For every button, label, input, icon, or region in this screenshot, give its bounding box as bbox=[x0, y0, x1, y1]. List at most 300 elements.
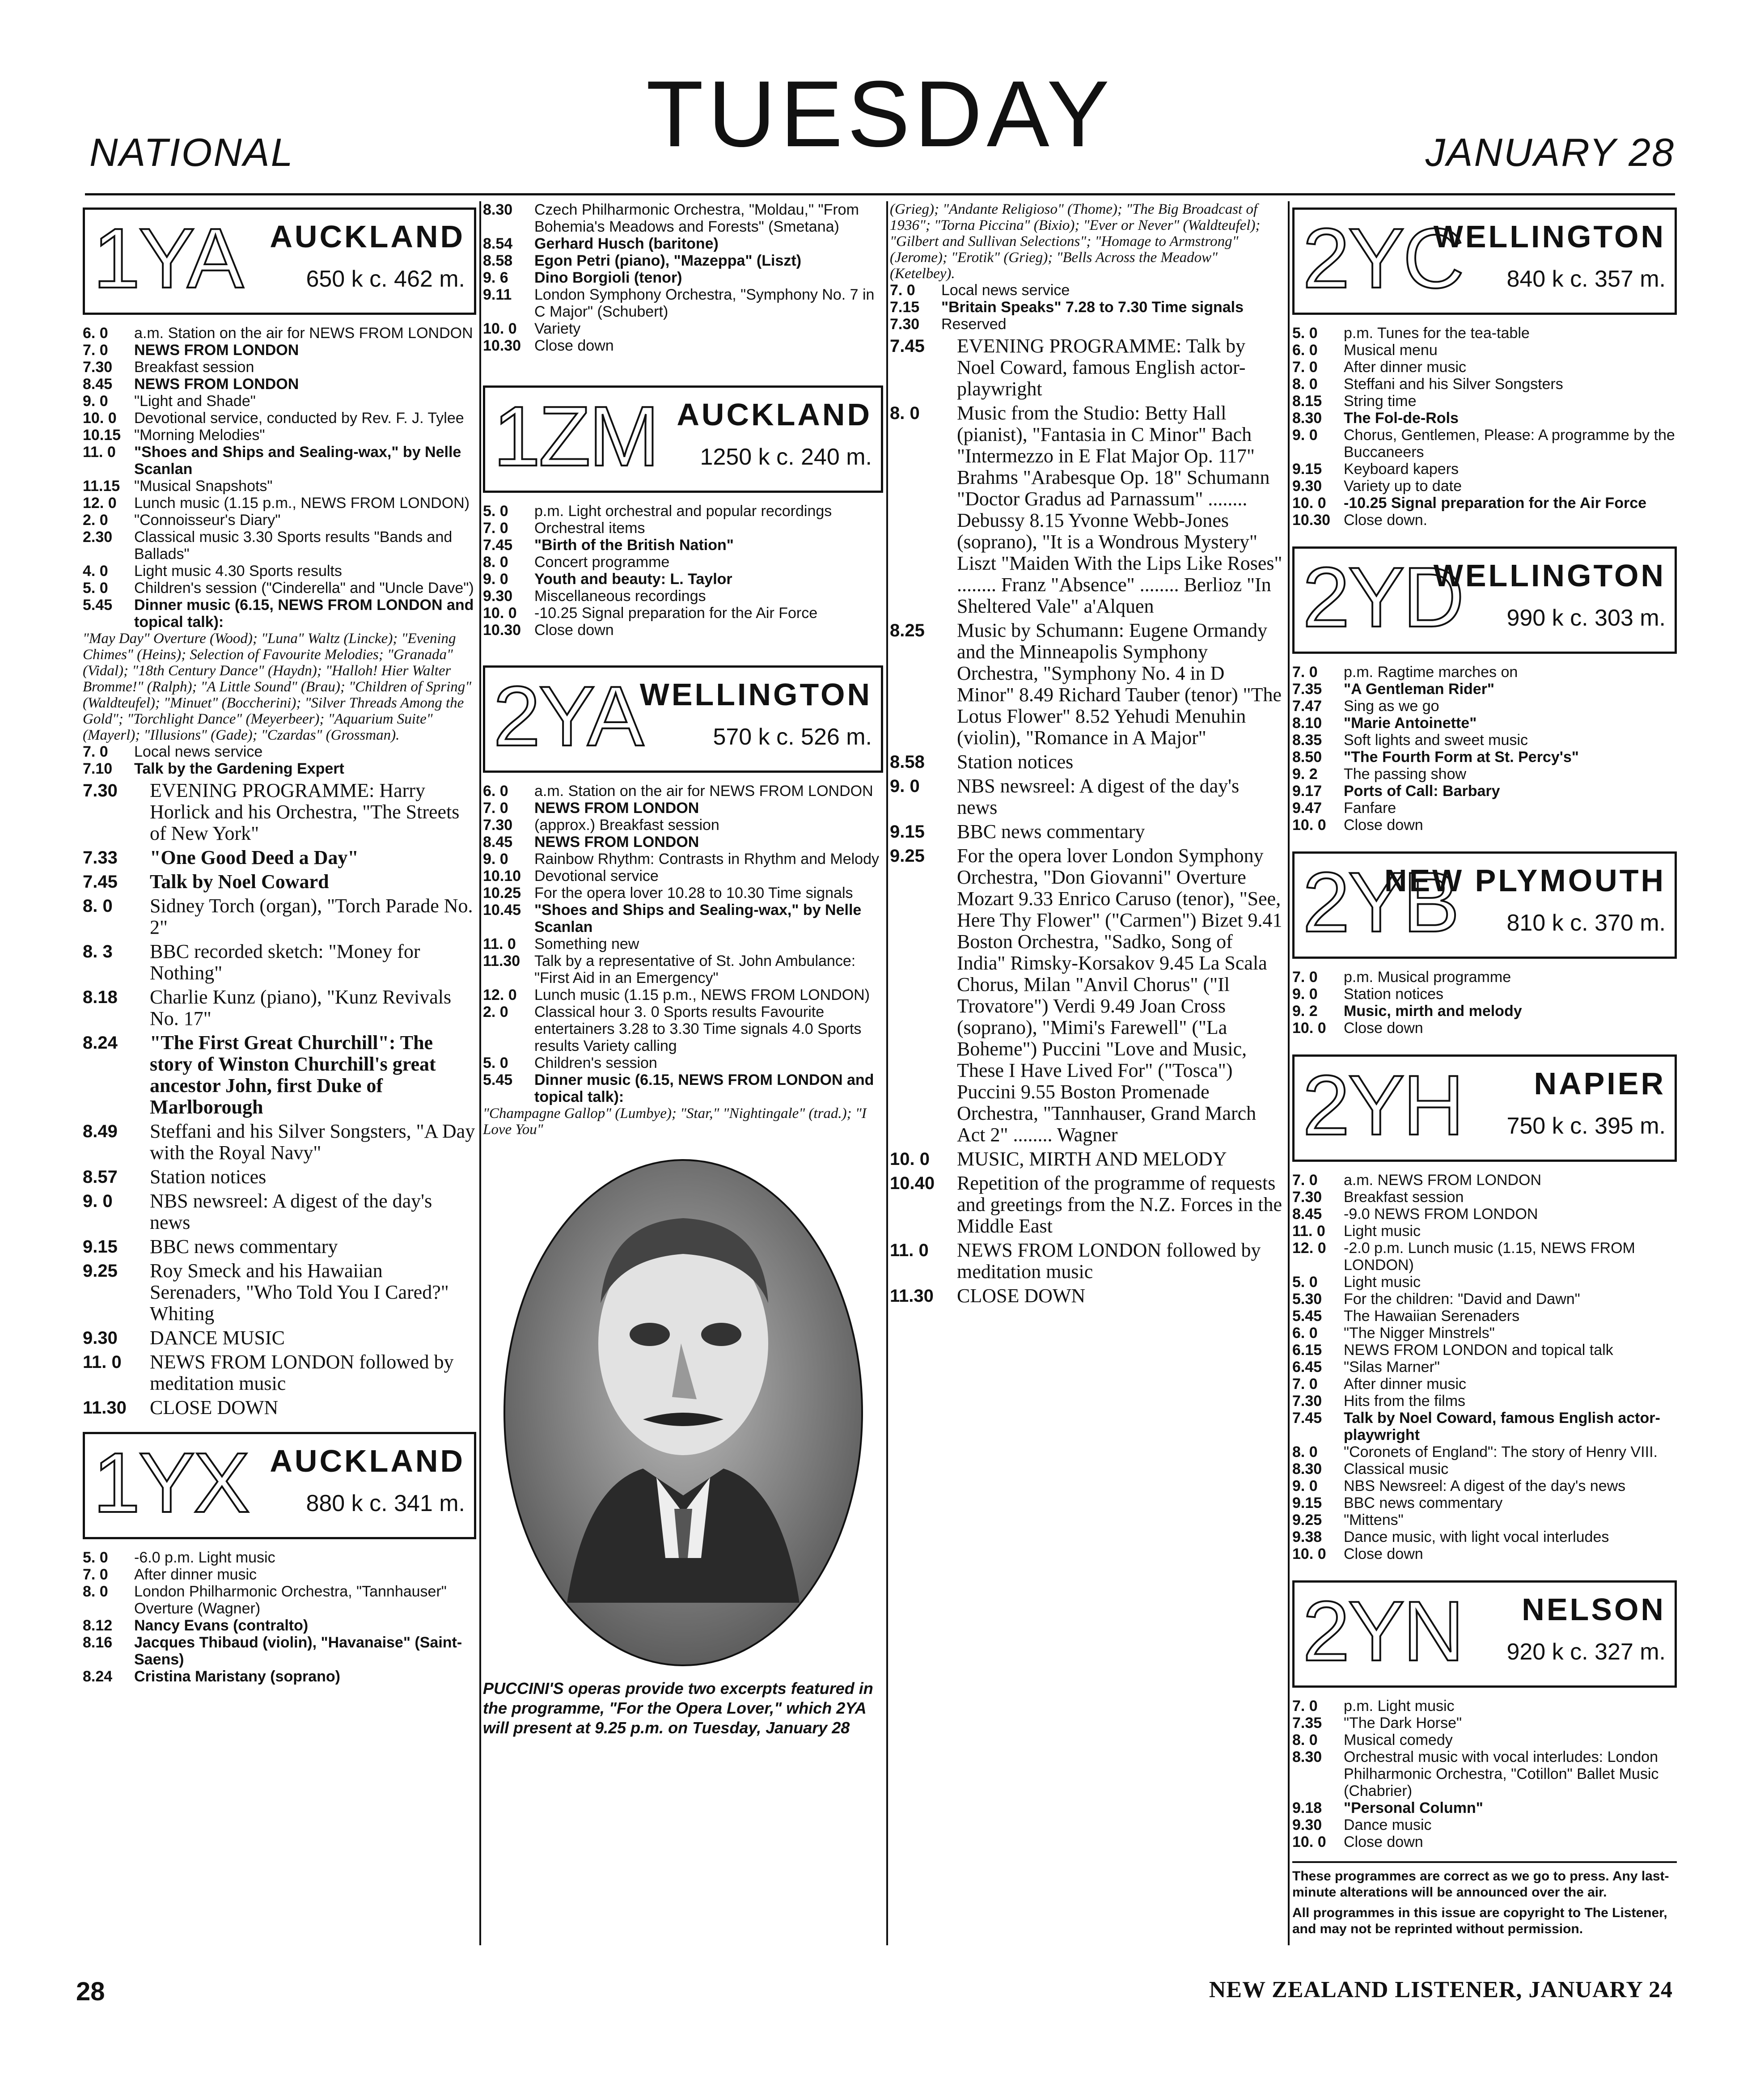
schedule-description: Devotional service bbox=[534, 868, 659, 885]
station-city: NEW PLYMOUTH bbox=[1384, 863, 1666, 898]
schedule-item bbox=[83, 1617, 476, 1634]
schedule-description: a.m. Station on the air for NEWS FROM LONDON bbox=[534, 783, 873, 800]
schedule-description: BBC news commentary bbox=[1344, 1495, 1503, 1511]
schedule-item bbox=[83, 325, 476, 342]
station-city: NAPIER bbox=[1534, 1066, 1666, 1101]
schedule-description: NEWS FROM LONDON bbox=[134, 376, 299, 393]
schedule-description: Breakfast session bbox=[134, 359, 254, 376]
schedule-description: Musical comedy bbox=[1344, 1732, 1453, 1749]
schedule-description: p.m. Musical programme bbox=[1344, 969, 1511, 986]
schedule-description: "Birth of the British Nation" bbox=[534, 537, 734, 554]
column-3 bbox=[890, 201, 1283, 1309]
schedule-description: Classical music bbox=[1344, 1461, 1449, 1478]
schedule-description: Dino Borgioli (tenor) bbox=[534, 269, 682, 286]
schedule-item bbox=[1292, 1240, 1677, 1274]
schedule-time: 10.45 bbox=[483, 902, 521, 919]
schedule-item bbox=[890, 282, 1283, 299]
schedule-item bbox=[83, 847, 476, 868]
schedule-time: 8.35 bbox=[1292, 732, 1322, 749]
schedule-item bbox=[1292, 664, 1677, 681]
schedule-description: Breakfast session bbox=[1344, 1189, 1464, 1206]
schedule-time: 9. 0 bbox=[83, 393, 108, 410]
schedule-item bbox=[1292, 1342, 1677, 1359]
schedule-item bbox=[890, 1148, 1283, 1170]
schedule-time: 8.57 bbox=[83, 1167, 118, 1187]
schedule-time: 8. 0 bbox=[1292, 1732, 1318, 1749]
schedule-time: 2. 0 bbox=[483, 1003, 508, 1020]
schedule-item bbox=[890, 299, 1283, 316]
schedule-time: 5.45 bbox=[83, 597, 113, 614]
schedule-item bbox=[483, 337, 883, 354]
schedule-item bbox=[1292, 1189, 1677, 1206]
header-rule bbox=[85, 193, 1675, 195]
schedule-item bbox=[483, 252, 883, 269]
schedule-time: 11.30 bbox=[83, 1398, 127, 1418]
schedule-description: Close down bbox=[1344, 817, 1423, 834]
schedule-list bbox=[83, 743, 476, 777]
station-logo: 2YN bbox=[1303, 1584, 1463, 1679]
schedule-description: NEWS FROM LONDON followed by meditation music bbox=[150, 1351, 454, 1394]
schedule-item bbox=[83, 1668, 476, 1685]
station-city: WELLINGTON bbox=[639, 677, 872, 712]
schedule-time: 8.58 bbox=[890, 752, 925, 772]
schedule-item bbox=[83, 580, 476, 597]
schedule-time: 11. 0 bbox=[83, 1352, 122, 1372]
schedule-description: Talk by Noel Coward, famous English actor-playwright bbox=[1344, 1410, 1660, 1444]
schedule-time: 7. 0 bbox=[1292, 1376, 1318, 1393]
schedule-item bbox=[1292, 1393, 1677, 1410]
schedule-item bbox=[483, 1054, 883, 1071]
station-box-2yc bbox=[1292, 207, 1677, 315]
schedule-item bbox=[83, 1566, 476, 1583]
schedule-item bbox=[1292, 325, 1677, 342]
schedule-description: CLOSE DOWN bbox=[957, 1285, 1086, 1307]
column-1 bbox=[83, 201, 476, 1685]
station-logo: 2YB bbox=[1303, 855, 1458, 950]
schedule-time: 7.10 bbox=[83, 760, 113, 777]
schedule-time: 8.10 bbox=[1292, 715, 1322, 732]
schedule-item bbox=[83, 941, 476, 984]
schedule-time: 7. 0 bbox=[1292, 359, 1318, 376]
schedule-item bbox=[83, 359, 476, 376]
schedule-time: 9.30 bbox=[1292, 1816, 1322, 1833]
schedule-description: -2.0 p.m. Lunch music (1.15, NEWS FROM LONDON) bbox=[1344, 1240, 1635, 1274]
schedule-time: 4. 0 bbox=[83, 563, 108, 580]
schedule-item bbox=[1292, 681, 1677, 698]
schedule-description: Variety up to date bbox=[1344, 478, 1462, 495]
schedule-time: 10.40 bbox=[890, 1173, 935, 1193]
schedule-time: 9.15 bbox=[1292, 461, 1322, 478]
schedule-list bbox=[1292, 664, 1677, 834]
schedule-item bbox=[1292, 1461, 1677, 1478]
schedule-description: Children's session bbox=[534, 1054, 657, 1071]
evening-programme bbox=[83, 780, 476, 1418]
schedule-time: 11. 0 bbox=[1292, 1223, 1325, 1240]
schedule-time: 8.30 bbox=[1292, 1749, 1322, 1766]
schedule-item bbox=[83, 393, 476, 410]
schedule-item bbox=[890, 620, 1283, 749]
schedule-time: 10. 0 bbox=[890, 1149, 930, 1169]
schedule-item bbox=[1292, 342, 1677, 359]
schedule-time: 8.45 bbox=[83, 376, 113, 393]
press-note bbox=[1292, 1861, 1677, 1937]
schedule-time: 10. 0 bbox=[483, 605, 517, 622]
schedule-description: Classical hour 3. 0 Sports results Favourite entertainers 3.28 to 3.30 Time signals 4.0 Sports results Variety calling bbox=[534, 1003, 862, 1054]
schedule-item bbox=[1292, 1359, 1677, 1376]
schedule-item bbox=[1292, 800, 1677, 817]
schedule-item bbox=[1292, 969, 1677, 986]
schedule-item bbox=[890, 1173, 1283, 1237]
schedule-description: Musical menu bbox=[1344, 342, 1438, 359]
schedule-description: Close down bbox=[534, 622, 614, 639]
station-city: NELSON bbox=[1522, 1592, 1666, 1627]
schedule-item bbox=[1292, 1749, 1677, 1799]
schedule-item bbox=[1292, 1206, 1677, 1223]
schedule-description: -10.25 Signal preparation for the Air Force bbox=[1344, 495, 1647, 512]
schedule-item bbox=[890, 335, 1283, 400]
station-box-2yh bbox=[1292, 1054, 1677, 1162]
header-date: JANUARY 28 bbox=[1425, 130, 1675, 174]
schedule-description: NBS newsreel: A digest of the day's news bbox=[150, 1190, 432, 1233]
schedule-item bbox=[83, 1032, 476, 1118]
schedule-item bbox=[483, 503, 883, 520]
schedule-description: Concert programme bbox=[534, 554, 670, 571]
schedule-time: 7. 0 bbox=[1292, 1172, 1318, 1189]
schedule-description: p.m. Light orchestral and popular recordings bbox=[534, 503, 832, 520]
schedule-time: 5. 0 bbox=[83, 1549, 108, 1566]
schedule-description: Chorus, Gentlemen, Please: A programme by the Buccaneers bbox=[1344, 427, 1675, 461]
column-4 bbox=[1292, 201, 1677, 1937]
schedule-time: 5. 0 bbox=[483, 503, 508, 520]
station-city: WELLINGTON bbox=[1433, 219, 1666, 254]
schedule-description: Dance music bbox=[1344, 1816, 1432, 1833]
schedule-item bbox=[1292, 1715, 1677, 1732]
schedule-item bbox=[83, 495, 476, 512]
schedule-description: Orchestral music with vocal interludes: London Philharmonic Orchestra, "Cotillon" Ballet Music (Chabrier) bbox=[1344, 1749, 1659, 1799]
schedule-description: NEWS FROM LONDON bbox=[534, 800, 699, 817]
column-2 bbox=[483, 201, 883, 1738]
schedule-time: 10.30 bbox=[483, 622, 521, 639]
schedule-description: "Connoisseur's Diary" bbox=[134, 512, 281, 529]
station-frequency: 990 k c. 303 m. bbox=[1506, 605, 1666, 631]
schedule-item bbox=[483, 936, 883, 953]
schedule-description: For the children: "David and Dawn" bbox=[1344, 1291, 1580, 1308]
schedule-time: 8. 0 bbox=[1292, 376, 1318, 393]
schedule-description: a.m. NEWS FROM LONDON bbox=[1344, 1172, 1542, 1189]
schedule-description: NEWS FROM LONDON bbox=[534, 834, 699, 851]
schedule-description: (approx.) Breakfast session bbox=[534, 817, 719, 834]
schedule-description: NBS Newsreel: A digest of the day's news bbox=[1344, 1478, 1626, 1495]
schedule-item bbox=[83, 444, 476, 478]
schedule-description: "Musical Snapshots" bbox=[134, 478, 273, 495]
schedule-item bbox=[890, 1285, 1283, 1307]
schedule-item bbox=[483, 622, 883, 639]
schedule-time: 7.35 bbox=[1292, 1715, 1322, 1732]
station-box-2yb bbox=[1292, 851, 1677, 959]
schedule-item bbox=[483, 1071, 883, 1105]
schedule-time: 12. 0 bbox=[1292, 1240, 1326, 1257]
schedule-description: "A Gentleman Rider" bbox=[1344, 681, 1495, 698]
schedule-description: Something new bbox=[534, 936, 639, 953]
schedule-time: 9.15 bbox=[890, 822, 925, 842]
schedule-description: After dinner music bbox=[1344, 1376, 1466, 1393]
schedule-time: 5.45 bbox=[1292, 1308, 1322, 1325]
schedule-item bbox=[83, 743, 476, 760]
schedule-item bbox=[1292, 1478, 1677, 1495]
schedule-description: Fanfare bbox=[1344, 800, 1396, 817]
schedule-item bbox=[1292, 512, 1677, 529]
schedule-description: EVENING PROGRAMME: Talk by Noel Coward, famous English actor-playwright bbox=[957, 335, 1246, 400]
copyright-note: All programmes in this issue are copyright to The Listener, and may not be reprinted without permission. bbox=[1292, 1905, 1667, 1936]
schedule-item bbox=[1292, 1003, 1677, 1020]
schedule-time: 8.24 bbox=[83, 1668, 113, 1685]
schedule-time: 6.45 bbox=[1292, 1359, 1322, 1376]
schedule-description: CLOSE DOWN bbox=[150, 1397, 279, 1418]
station-city: AUCKLAND bbox=[270, 1444, 465, 1478]
schedule-item bbox=[483, 953, 883, 986]
schedule-description: "The Nigger Minstrels" bbox=[1344, 1325, 1495, 1342]
dinner-music-list: "May Day" Overture (Wood); "Luna" Waltz (Lincke); "Evening Chimes" (Heins); Selection of Favourite Melodies; "Granada" (Vidal); "18th Century Dance" (Haydn); "Halloh! Hier Walter Bromme!" (Ralph); "A Little Sound" (Brau); "Children of Spring" (Waldteufel); "Minuet" (Boccherini); "Silver Threads Among the Gold"; "Torchlight Dance" (Meyerbeer); "Aquarium Suite" (Mayerl); "Illusions" (Gade); "Czardas" (Grossman). bbox=[83, 631, 472, 743]
schedule-description: NBS newsreel: A digest of the day's news bbox=[957, 775, 1240, 818]
schedule-description: Cristina Maristany (soprano) bbox=[134, 1668, 340, 1685]
schedule-time: 5.30 bbox=[1292, 1291, 1322, 1308]
schedule-time: 8.30 bbox=[1292, 410, 1322, 427]
schedule-description: Dance music, with light vocal interludes bbox=[1344, 1528, 1609, 1545]
schedule-description: NEWS FROM LONDON followed by meditation music bbox=[957, 1239, 1261, 1283]
schedule-description: Close down bbox=[1344, 1833, 1423, 1850]
schedule-item bbox=[1292, 1528, 1677, 1545]
schedule-time: 9.30 bbox=[83, 1328, 118, 1348]
station-box-1zm bbox=[483, 385, 883, 493]
schedule-time: 10.30 bbox=[483, 337, 521, 354]
schedule-time: 8.16 bbox=[83, 1634, 113, 1651]
schedule-item bbox=[83, 760, 476, 777]
schedule-time: 9.47 bbox=[1292, 800, 1322, 817]
schedule-description: "Shoes and Ships and Sealing-wax," by Nelle Scanlan bbox=[134, 444, 461, 478]
schedule-item bbox=[83, 529, 476, 563]
station-frequency: 1250 k c. 240 m. bbox=[700, 444, 872, 470]
schedule-item bbox=[83, 512, 476, 529]
schedule-list bbox=[483, 201, 883, 354]
schedule-description: Nancy Evans (contralto) bbox=[134, 1617, 309, 1634]
schedule-item bbox=[83, 342, 476, 359]
schedule-time: 9. 0 bbox=[83, 1191, 113, 1211]
schedule-time: 7. 0 bbox=[1292, 664, 1318, 681]
schedule-time: 8.50 bbox=[1292, 749, 1322, 766]
schedule-item bbox=[1292, 1495, 1677, 1511]
schedule-item bbox=[1292, 1698, 1677, 1715]
schedule-item bbox=[890, 316, 1283, 333]
schedule-time: 7.45 bbox=[83, 872, 118, 892]
schedule-time: 9.11 bbox=[483, 286, 512, 303]
schedule-item bbox=[1292, 359, 1677, 376]
photo-caption: PUCCINI'S operas provide two excerpts featured in the programme, "For the Opera Lover," which 2YA will present at 9.25 p.m. on Tuesday, January 28 bbox=[483, 1679, 873, 1737]
station-logo: 1YA bbox=[93, 211, 242, 306]
schedule-item bbox=[483, 537, 883, 554]
schedule-description: Close down. bbox=[1344, 512, 1428, 529]
schedule-item bbox=[890, 845, 1283, 1146]
schedule-item bbox=[483, 588, 883, 605]
schedule-time: 10.30 bbox=[1292, 512, 1331, 529]
schedule-time: 7. 0 bbox=[1292, 1698, 1318, 1715]
schedule-item bbox=[1292, 495, 1677, 512]
schedule-time: 7. 0 bbox=[890, 282, 915, 299]
schedule-time: 9. 0 bbox=[890, 776, 920, 796]
schedule-time: 7.33 bbox=[83, 848, 118, 868]
schedule-time: 8.18 bbox=[83, 987, 118, 1007]
schedule-time: 10.10 bbox=[483, 868, 521, 885]
schedule-time: 7.30 bbox=[83, 359, 113, 376]
schedule-time: 9.25 bbox=[890, 846, 925, 866]
schedule-time: 7. 0 bbox=[83, 1566, 108, 1583]
schedule-description: After dinner music bbox=[1344, 359, 1466, 376]
schedule-item bbox=[1292, 817, 1677, 834]
schedule-item bbox=[1292, 986, 1677, 1003]
schedule-item bbox=[1292, 478, 1677, 495]
schedule-item bbox=[83, 1166, 476, 1188]
schedule-description: "Mittens" bbox=[1344, 1511, 1404, 1528]
schedule-time: 7.30 bbox=[890, 316, 920, 333]
press-note-text: These programmes are correct as we go to press. Any last-minute alterations will be announced over the air. bbox=[1292, 1869, 1669, 1900]
schedule-time: 9.15 bbox=[1292, 1495, 1322, 1511]
schedule-time: 6. 0 bbox=[1292, 1325, 1318, 1342]
schedule-time: 11. 0 bbox=[890, 1241, 929, 1260]
schedule-description: Steffani and his Silver Songsters bbox=[1344, 376, 1563, 393]
schedule-item bbox=[890, 751, 1283, 773]
schedule-item bbox=[1292, 1816, 1677, 1833]
schedule-time: 2.30 bbox=[83, 529, 113, 546]
station-frequency: 880 k c. 341 m. bbox=[306, 1490, 465, 1516]
schedule-item bbox=[483, 817, 883, 834]
schedule-item bbox=[83, 1190, 476, 1233]
schedule-item bbox=[1292, 376, 1677, 393]
schedule-time: 7.35 bbox=[1292, 681, 1322, 698]
schedule-description: -10.25 Signal preparation for the Air Force bbox=[534, 605, 818, 622]
schedule-description: DANCE MUSIC bbox=[150, 1327, 285, 1349]
schedule-description: "One Good Deed a Day" bbox=[150, 847, 359, 868]
station-frequency: 750 k c. 395 m. bbox=[1506, 1113, 1666, 1139]
schedule-item bbox=[83, 895, 476, 938]
schedule-time: 7. 0 bbox=[83, 342, 108, 359]
schedule-time: 9. 2 bbox=[1292, 766, 1318, 783]
schedule-description: The passing show bbox=[1344, 766, 1467, 783]
schedule-time: 6. 0 bbox=[83, 325, 108, 342]
schedule-description: Light music bbox=[1344, 1223, 1421, 1240]
schedule-description: Music from the Studio: Betty Hall (pianist), "Fantasia in C Minor" Bach "Intermezzo in E Flat Major Op. 117" Brahms "Arabesque Op. 18" Schumann "Doctor Gradus ad Parnassum" ........ Debussy 8.15 Yvonne Webb-Jones (soprano), "It is a Wondrous Mystery" Liszt "Maiden With the Lips Like Roses" ........ Franz "Absence" ........ Berlioz "In Sheltered Vale" a'Alquen bbox=[957, 402, 1282, 617]
schedule-item bbox=[83, 1583, 476, 1617]
schedule-description: Local news service bbox=[134, 743, 263, 760]
schedule-description: "Silas Marner" bbox=[1344, 1359, 1440, 1376]
schedule-time: 11.30 bbox=[890, 1286, 934, 1306]
station-frequency: 570 k c. 526 m. bbox=[713, 724, 872, 750]
schedule-item bbox=[1292, 766, 1677, 783]
schedule-time: 10. 0 bbox=[1292, 495, 1326, 512]
schedule-time: 9.25 bbox=[1292, 1511, 1322, 1528]
schedule-time: 7.15 bbox=[890, 299, 920, 316]
schedule-time: 9.30 bbox=[1292, 478, 1322, 495]
schedule-time: 10. 0 bbox=[1292, 1545, 1326, 1562]
schedule-item bbox=[483, 868, 883, 885]
schedule-item bbox=[483, 1003, 883, 1054]
schedule-time: 7. 0 bbox=[83, 743, 108, 760]
schedule-description: Sing as we go bbox=[1344, 698, 1439, 715]
schedule-item bbox=[83, 780, 476, 844]
schedule-description: BBC news commentary bbox=[150, 1236, 338, 1257]
schedule-description: London Philharmonic Orchestra, "Tannhauser" Overture (Wagner) bbox=[134, 1583, 447, 1617]
schedule-time: 8. 0 bbox=[83, 896, 113, 916]
schedule-item bbox=[83, 1260, 476, 1325]
schedule-description: Keyboard kapers bbox=[1344, 461, 1459, 478]
schedule-list bbox=[1292, 1172, 1677, 1562]
schedule-item bbox=[1292, 1325, 1677, 1342]
schedule-description: a.m. Station on the air for NEWS FROM LONDON bbox=[134, 325, 473, 342]
schedule-item bbox=[483, 902, 883, 936]
schedule-time: 8.58 bbox=[483, 252, 513, 269]
schedule-description: Miscellaneous recordings bbox=[534, 588, 706, 605]
schedule-description: Reserved bbox=[941, 316, 1007, 333]
schedule-item bbox=[890, 821, 1283, 843]
schedule-item bbox=[83, 597, 476, 631]
schedule-time: 7. 0 bbox=[1292, 969, 1318, 986]
schedule-time: 12. 0 bbox=[83, 495, 117, 512]
station-city: AUCKLAND bbox=[677, 397, 872, 432]
schedule-item bbox=[483, 269, 883, 286]
schedule-time: 9. 0 bbox=[1292, 1478, 1318, 1495]
schedule-time: 7. 0 bbox=[483, 520, 508, 537]
station-box-2yn bbox=[1292, 1580, 1677, 1688]
schedule-description: "Morning Melodies" bbox=[134, 427, 265, 444]
schedule-time: 9.15 bbox=[83, 1237, 118, 1257]
schedule-description: "Light and Shade" bbox=[134, 393, 256, 410]
station-box-2yd bbox=[1292, 546, 1677, 654]
schedule-item bbox=[483, 201, 883, 235]
schedule-item bbox=[1292, 1511, 1677, 1528]
header-left: NATIONAL bbox=[89, 130, 294, 174]
schedule-item bbox=[483, 986, 883, 1003]
station-logo: 2YD bbox=[1303, 550, 1463, 645]
schedule-time: 8.49 bbox=[83, 1122, 118, 1141]
schedule-time: 7.30 bbox=[1292, 1189, 1322, 1206]
station-logo: 2YH bbox=[1303, 1058, 1463, 1153]
schedule-item bbox=[83, 427, 476, 444]
schedule-description: Devotional service, conducted by Rev. F. J. Tylee bbox=[134, 410, 464, 427]
schedule-time: 6. 0 bbox=[1292, 342, 1318, 359]
schedule-time: 9. 6 bbox=[483, 269, 508, 286]
station-frequency: 810 k c. 370 m. bbox=[1506, 910, 1666, 936]
schedule-description: Jacques Thibaud (violin), "Havanaise" (Saint-Saens) bbox=[134, 1634, 462, 1668]
schedule-description: Close down bbox=[1344, 1020, 1423, 1037]
schedule-time: 12. 0 bbox=[483, 986, 517, 1003]
schedule-description: "Personal Column" bbox=[1344, 1799, 1483, 1816]
schedule-time: 9. 2 bbox=[1292, 1003, 1318, 1020]
station-logo: 1YX bbox=[93, 1435, 249, 1530]
schedule-item bbox=[483, 834, 883, 851]
schedule-item bbox=[483, 783, 883, 800]
schedule-item bbox=[1292, 1223, 1677, 1240]
schedule-list bbox=[1292, 325, 1677, 529]
schedule-time: 11. 0 bbox=[83, 444, 116, 461]
station-logo: 2YC bbox=[1303, 211, 1463, 306]
schedule-time: 10. 0 bbox=[483, 320, 517, 337]
station-logo: 1ZM bbox=[493, 389, 658, 484]
schedule-description: After dinner music bbox=[134, 1566, 257, 1583]
schedule-description: Egon Petri (piano), "Mazeppa" (Liszt) bbox=[534, 252, 802, 269]
schedule-item bbox=[83, 376, 476, 393]
schedule-time: 9.25 bbox=[83, 1261, 118, 1281]
schedule-item bbox=[83, 1397, 476, 1418]
schedule-item bbox=[1292, 715, 1677, 732]
schedule-description: Charlie Kunz (piano), "Kunz Revivals No. 17" bbox=[150, 986, 452, 1029]
